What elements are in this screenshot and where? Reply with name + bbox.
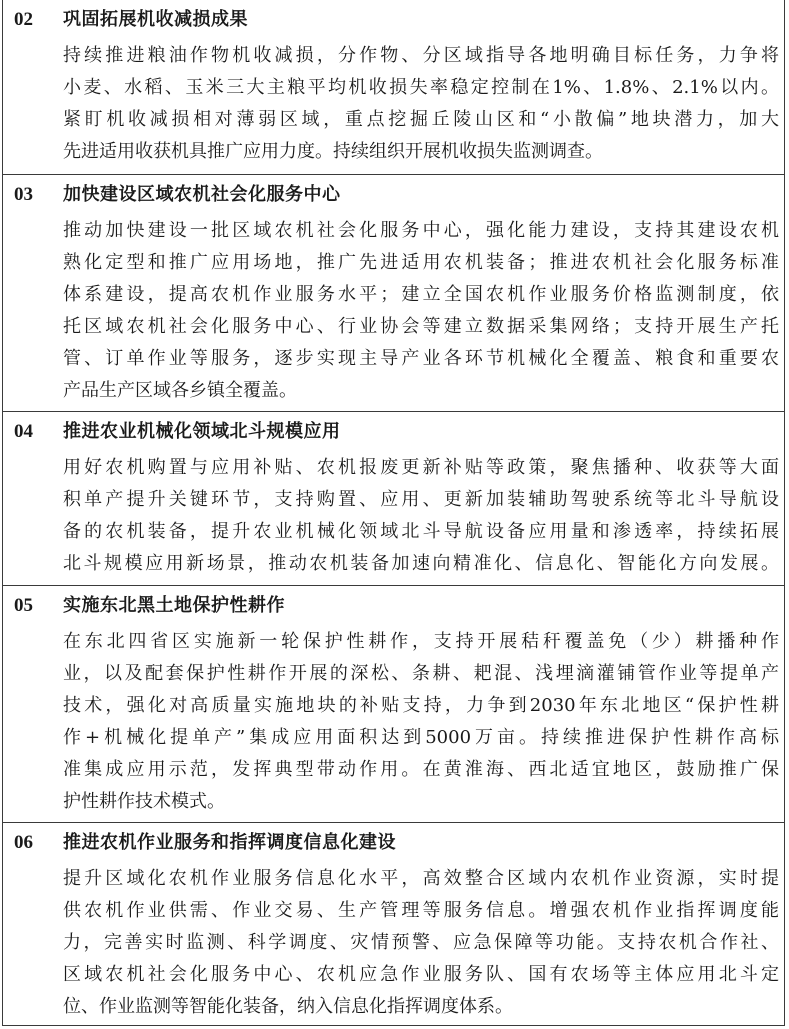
body-line: 区域农机社会化服务中心、农机应急作业服务队、国有农场等主体应用北斗定 (63, 964, 779, 985)
section-number: 02 (14, 9, 33, 30)
body-line: 准集成应用示范，发挥典型带动作用。在黄淮海、西北适宜地区，鼓励推广保 (63, 759, 779, 780)
body-line: 业，以及配套保护性耕作开展的深松、条耕、耙混、浅埋滴灌铺管作业等提单产 (63, 663, 779, 684)
section-title: 巩固拓展机收减损成果 (63, 9, 248, 30)
body-line: 供农机作业供需、作业交易、生产管理等服务信息。增强农机作业指挥调度能 (63, 900, 779, 921)
section-03 (3, 174, 784, 411)
body-line: 持续推进粮油作物机收减损，分作物、分区域指导各地明确目标任务，力争将 (63, 45, 779, 66)
section-06 (3, 822, 784, 1025)
section-body (63, 863, 779, 1023)
body-line: 管、订单作业等服务，逐步实现主导产业各环节机械化全覆盖、粮食和重要农 (63, 348, 779, 369)
body-line: 作+机械化提单产”集成应用面积达到5000万亩。持续推进保护性耕作高标 (63, 727, 779, 748)
body-line: 先进适用收获机具推广应用力度。持续组织开展机收损失监测调查。 (63, 141, 603, 162)
body-line: 产品生产区域各乡镇全覆盖。 (63, 380, 297, 401)
section-body (63, 626, 779, 818)
section-number: 04 (14, 421, 33, 442)
body-line: 位、作业监测等智能化装备，纳入信息化指挥调度体系。 (63, 996, 513, 1017)
body-line: 积单产提升关键环节，支持购置、应用、更新加装辅助驾驶系统等北斗导航设 (63, 489, 779, 510)
policy-table (2, 0, 785, 1026)
section-title: 推进农机作业服务和指挥调度信息化建设 (63, 832, 396, 853)
section-body (63, 40, 779, 168)
section-02 (3, 0, 784, 174)
body-line: 体系建设，提高农机作业服务水平；建立全国农机作业服务价格监测制度，依 (63, 284, 779, 305)
body-line: 托区域农机社会化服务中心、行业协会等建立数据采集网络；支持开展生产托 (63, 316, 779, 337)
body-line: 紧盯机收减损相对薄弱区域，重点挖掘丘陵山区和“小散偏”地块潜力，加大 (63, 109, 779, 130)
body-line: 提升区域化农机作业服务信息化水平，高效整合区域内农机作业资源，实时提 (63, 868, 779, 889)
body-line: 护性耕作技术模式。 (63, 791, 225, 812)
section-05 (3, 585, 784, 822)
body-line: 力，完善实时监测、科学调度、灾情预警、应急保障等功能。支持农机合作社、 (63, 932, 779, 953)
section-number: 03 (14, 184, 33, 205)
body-line: 技术，强化对高质量实施地块的补贴支持，力争到2030年东北地区“保护性耕 (63, 695, 779, 716)
section-number: 05 (14, 595, 33, 616)
body-line: 用好农机购置与应用补贴、农机报废更新补贴等政策，聚焦播种、收获等大面 (63, 457, 779, 478)
section-number: 06 (14, 832, 33, 853)
body-line: 熟化定型和推广应用场地，推广先进适用农机装备；推进农机社会化服务标准 (63, 252, 779, 273)
body-line: 北斗规模应用新场景，推动农机装备加速向精准化、信息化、智能化方向发展。 (63, 553, 779, 574)
section-body (63, 215, 779, 407)
body-line: 推动加快建设一批区域农机社会化服务中心，强化能力建设，支持其建设农机 (63, 220, 779, 241)
body-line: 小麦、水稻、玉米三大主粮平均机收损失率稳定控制在1%、1.8%、2.1%以内。 (63, 77, 779, 98)
section-04 (3, 411, 784, 585)
section-body (63, 452, 779, 580)
body-line: 备的农机装备，提升农业机械化领域北斗导航设备应用量和渗透率，持续拓展 (63, 521, 779, 542)
section-title: 加快建设区域农机社会化服务中心 (63, 184, 341, 205)
section-title: 推进农业机械化领域北斗规模应用 (63, 421, 341, 442)
section-title: 实施东北黑土地保护性耕作 (63, 595, 285, 616)
body-line: 在东北四省区实施新一轮保护性耕作，支持开展秸秆覆盖免（少）耕播种作 (63, 631, 779, 652)
